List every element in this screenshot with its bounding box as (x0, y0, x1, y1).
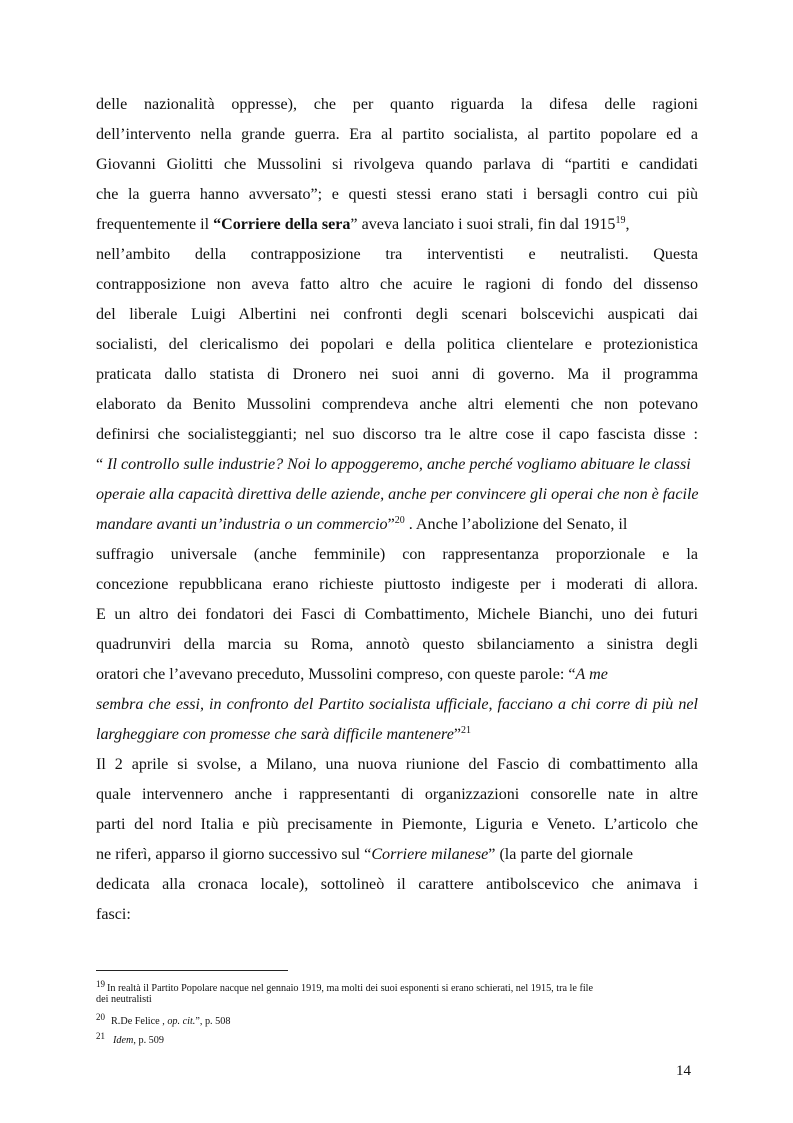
body-line-6: nell’ambito della contrapposizione tra interventisti e neutralisti. Questa (96, 246, 698, 263)
footnote-separator (96, 970, 288, 971)
body-line-15: mandare avanti un’industria o un commercio”$^{20}$ . Anche l’abolizione del Senato, il (96, 515, 628, 533)
footnote-21: 21 Idem, p. 509 (96, 1031, 164, 1046)
body-line-25: parti del nord Italia e più precisamente in Piemonte, Liguria e Veneto. L’articolo che (96, 816, 698, 833)
body-line-19: quadrunviri della marcia su Roma, annotò questo sbilanciamento a sinistra degli (96, 636, 698, 653)
body-line-23: Il 2 aprile si svolse, a Milano, una nuova riunione del Fascio di combattimento alla (96, 756, 698, 773)
body-line-22: largheggiare con promesse che sarà difficile mantenere”$^{21}$ (96, 725, 472, 743)
footnote-19-continued: dei neutralisti (96, 994, 152, 1005)
body-line-9: socialisti, del clericalismo dei popolari e della politica clientelare e protezionistica (96, 336, 698, 353)
footnote-20: 20 R.De Felice , op. cit.”, p. 508 (96, 1012, 231, 1027)
body-line-10: praticata dallo statista di Dronero nei suoi anni di governo. Ma il programma (96, 366, 698, 383)
newspaper-title-corriere-milanese: Corriere milanese (371, 846, 489, 863)
footnote-number: 19 (96, 979, 105, 989)
body-line-27: dedicata alla cronaca locale), sottolineò il carattere antibolscevico che animava i (96, 876, 698, 893)
footnote-ref-21: 21 (461, 725, 472, 736)
body-line-3: Giovanni Giolitti che Mussolini si rivolgeva quando parlava di “partiti e candidati (96, 156, 698, 173)
body-line-24: quale intervennero anche i rappresentanti di organizzazioni consorelle nate in altre (96, 786, 698, 803)
quote-bianchi: A me (575, 666, 608, 683)
body-line-12: definirsi che socialisteggianti; nel suo discorso tra le altre cose il capo fascista disse : (96, 426, 698, 443)
body-line-18: E un altro dei fondatori dei Fasci di Combattimento, Michele Bianchi, uno dei futuri (96, 606, 698, 623)
newspaper-title-corriere-della-sera: “Corriere della sera (213, 216, 351, 233)
body-line-11: elaborato da Benito Mussolini comprendeva anche altri elementi che non potevano (96, 396, 698, 413)
body-line-8: del liberale Luigi Albertini nei confronti degli scenari bolscevichi auspicati dai (96, 306, 698, 323)
body-line-13: “ Il controllo sulle industrie? Noi lo appoggeremo, anche perché vogliamo abituare le classi (96, 456, 691, 473)
body-line-5: frequentemente il “Corriere della sera” aveva lanciato i suoi strali, fin dal 1915$^{19}$, (96, 215, 630, 233)
body-line-28: fasci: (96, 906, 131, 923)
body-line-14: operaie alla capacità direttiva delle aziende, anche per convincere gli operai che non è facile (96, 486, 699, 503)
footnote-number: 21 (96, 1031, 105, 1041)
footnote-ref-20: 20 (394, 515, 405, 526)
footnote-ref-19: 19 (615, 215, 626, 226)
body-line-17: concezione repubblicana erano richieste piuttosto indigeste per i moderati di allora. (96, 576, 698, 593)
page-number: 14 (676, 1063, 691, 1079)
body-line-1: delle nazionalità oppresse), che per quanto riguarda la difesa delle ragioni (96, 96, 698, 113)
body-line-26: ne riferì, apparso il giorno successivo sul “Corriere milanese” (la parte del giornale (96, 846, 634, 863)
body-line-21: sembra che essi, in confronto del Partito socialista ufficiale, facciano a chi corre di più nel (96, 696, 698, 713)
body-line-16: suffragio universale (anche femminile) con rappresentanza proporzionale e la (96, 546, 698, 563)
body-line-7: contrapposizione non aveva fatto altro che acuire le ragioni di fondo del dissenso (96, 276, 698, 293)
body-line-4: che la guerra hanno avversato”; e questi stessi erano stati i bersagli contro cui più (96, 186, 698, 203)
body-line-2: dell’intervento nella grande guerra. Era al partito socialista, al partito popolare ed a (96, 126, 698, 143)
body-line-20: oratori che l’avevano preceduto, Mussolini compreso, con queste parole: “A me (96, 666, 608, 683)
footnote-19: 19 In realtà il Partito Popolare nacque nel gennaio 1919, ma molti dei suoi esponenti si erano schierati, nel 1915, tra le file (96, 979, 594, 994)
quote-mussolini: Il controllo sulle industrie? Noi lo appoggeremo, anche perché vogliamo abituare le classi (107, 456, 691, 473)
footnote-number: 20 (96, 1012, 105, 1022)
